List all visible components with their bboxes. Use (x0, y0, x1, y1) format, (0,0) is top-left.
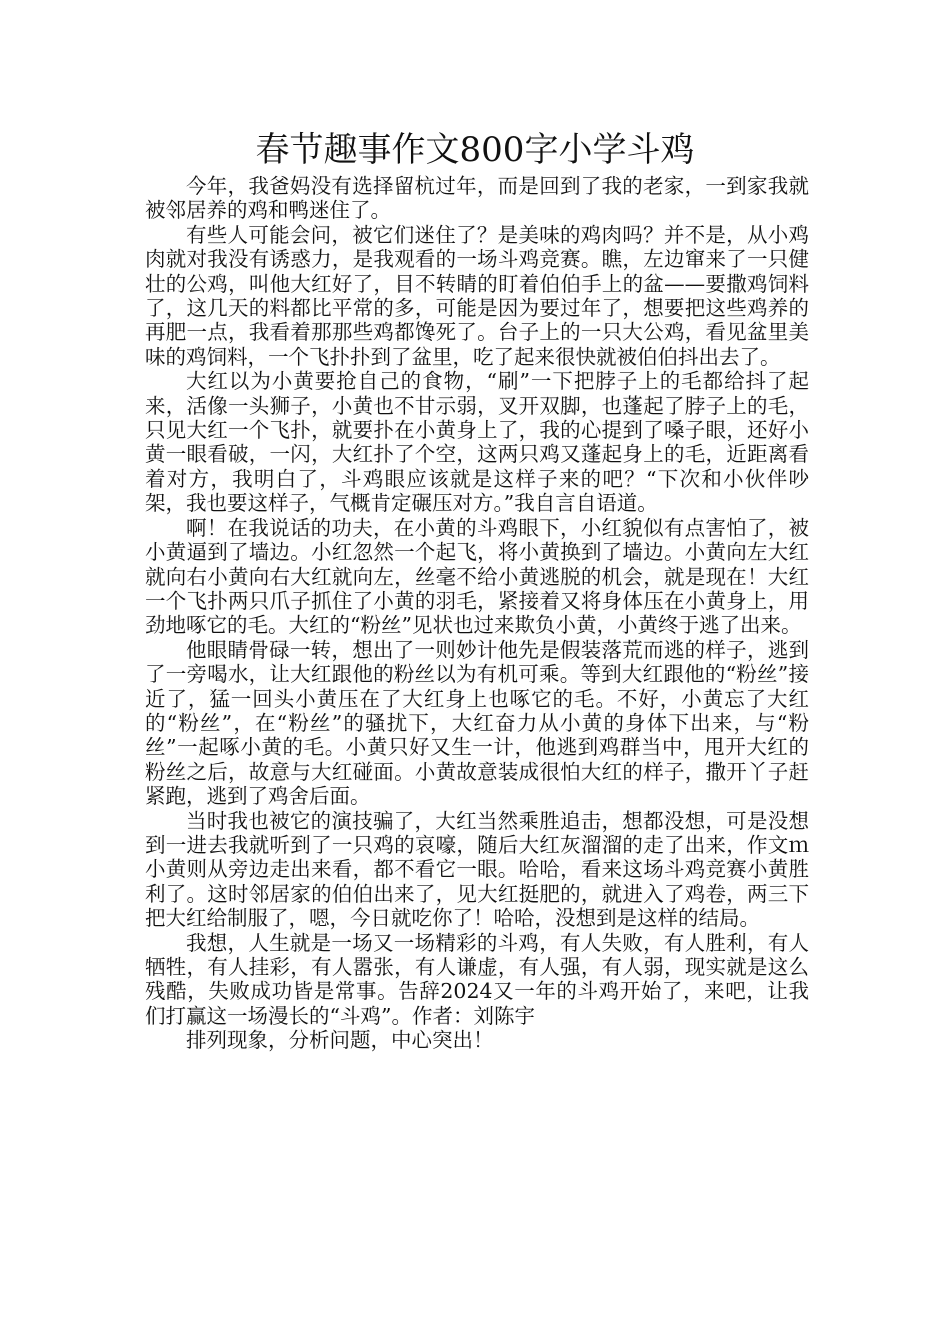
paragraph-6: 当时我也被它的演技骗了，大红当然乘胜追击，想都没想，可是没想到一进去我就听到了一只鸡的哀嚎，随后大红灰溜溜的走了出来，作文ｍ小黄则从旁边走出来看，都不看它一眼。哈哈，看来这场斗鸡竞赛小黄胜利了。这时邻居家的伯伯出来了，见大红挺肥的，就进入了鸡卷，两三下把大红给制服了，嗯，今日就吃你了！哈哈，没想到是这样的结局。 (145, 808, 809, 931)
document-title: 春节趣事作文800字小学斗鸡 (255, 130, 695, 170)
paragraph-1: 今年，我爸妈没有选择留杭过年，而是回到了我的老家，一到家我就被邻居养的鸡和鸭迷住了。 (145, 174, 809, 223)
paragraph-4: 啊！在我说话的功夫，在小黄的斗鸡眼下，小红貌似有点害怕了，被小黄逼到了墙边。小红忽然一个起飞，将小黄换到了墙边。小黄向左大红就向右小黄向右大红就向左，丝毫不给小黄逃脱的机会，就是现在！大红一个飞扑两只爪子抓住了小黄的羽毛，紧接着又将身体压在小黄身上，用劲地啄它的毛。大红的“粉丝”见状也过来欺负小黄，小黄终于逃了出来。 (145, 515, 809, 638)
paragraph-8: 排列现象，分析问题，中心突出！ (186, 1028, 494, 1053)
paragraph-5: 他眼睛骨碌一转，想出了一则妙计他先是假装落荒而逃的样子，逃到了一旁喝水，让大红跟他的粉丝以为有机可乘。等到大红跟他的“粉丝”接近了，猛一回头小黄压在了大红身上也啄它的毛。不好，小黄忘了大红的“粉丝”，在“粉丝”的骚扰下，大红奋力从小黄的身体下出来，与“粉丝”一起啄小黄的毛。小黄只好又生一计，他逃到鸡群当中，甩开大红的粉丝之后，故意与大红碰面。小黄故意装成很怕大红的样子，撒开丫子赶紧跑，逃到了鸡舍后面。 (145, 637, 809, 809)
paragraph-2: 有些人可能会问，被它们迷住了？是美味的鸡肉吗？并不是，从小鸡肉就对我没有诱惑力，是我观看的一场斗鸡竞赛。瞧，左边窜来了一只健壮的公鸡，叫他大红好了，目不转睛的盯着伯伯手上的盆——要撒鸡饲料了，这几天的料都比平常的多，可能是因为要过年了，想要把这些鸡养的再肥一点，我看着那那些鸡都馋死了。台子上的一只大公鸡，看见盆里美味的鸡饲料，一个飞扑扑到了盆里，吃了起来很快就被伯伯抖出去了。 (145, 222, 809, 369)
document-body (145, 174, 809, 1053)
paragraph-7: 我想，人生就是一场又一场精彩的斗鸡，有人失败，有人胜利，有人牺牲，有人挂彩，有人嚣张，有人谦虚，有人强，有人弱，现实就是这么残酷，失败成功皆是常事。告辞2024又一年的斗鸡开始了，来吧，让我们打赢这一场漫长的“斗鸡”。作者：刘陈宇 (145, 930, 809, 1028)
paragraph-3: 大红以为小黄要抢自己的食物，“刷”一下把脖子上的毛都给抖了起来，活像一头狮子，小黄也不甘示弱，叉开双脚，也蓬起了脖子上的毛，只见大红一个飞扑，就要扑在小黄身上了，我的心提到了嗓子眼，还好小黄一眼看破，一闪，大红扑了个空，这两只鸡又蓬起身上的毛，近距离看着对方，我明白了，斗鸡眼应该就是这样子来的吧？“下次和小伙伴吵架，我也要这样子，气概肯定碾压对方。”我自言自语道。 (145, 369, 809, 516)
